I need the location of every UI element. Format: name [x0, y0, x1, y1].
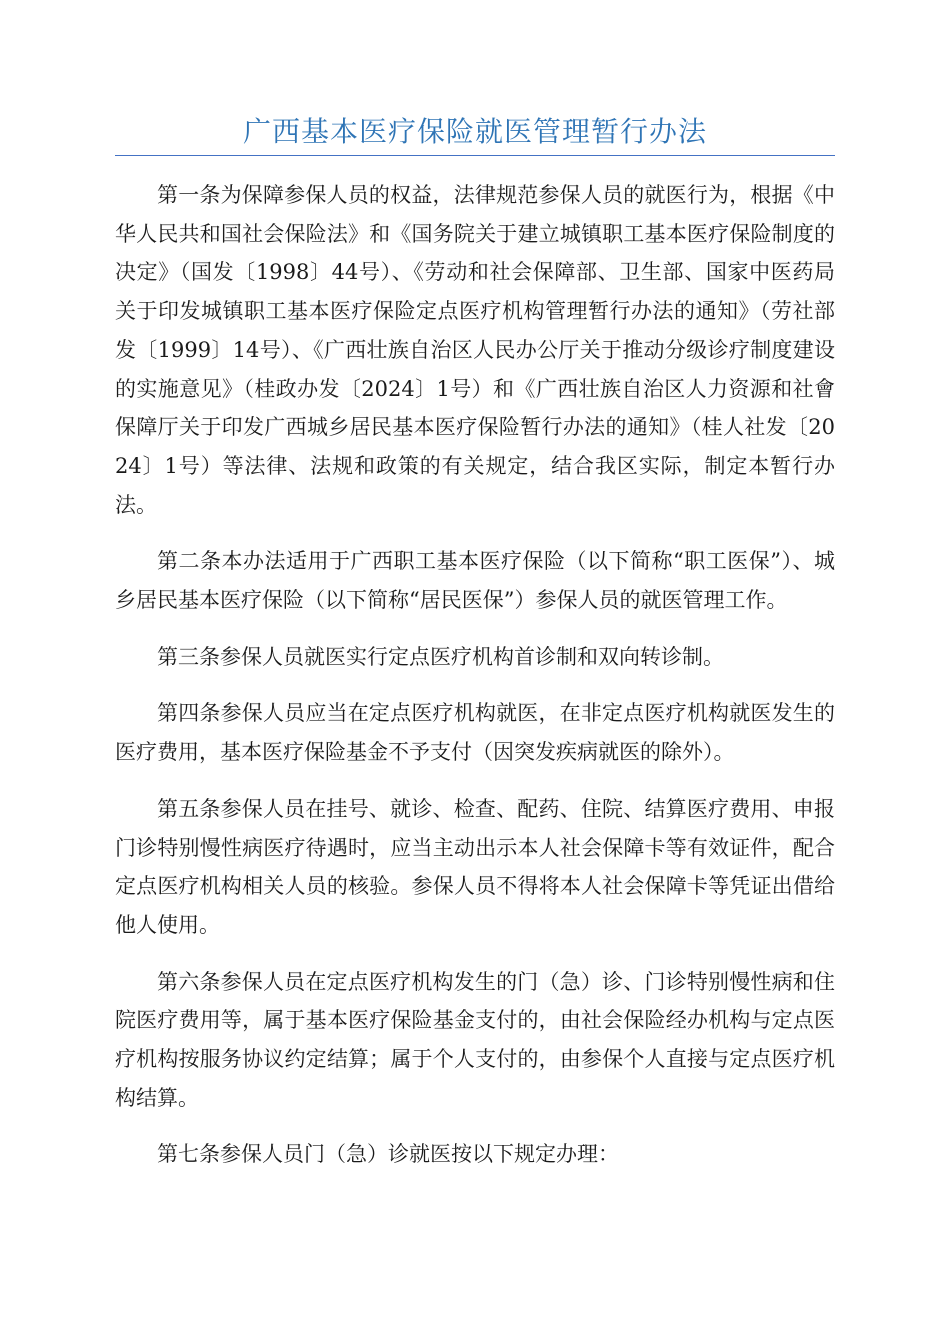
article-6-paragraph: 第六条参保人员在定点医疗机构发生的门（急）诊、门诊特别慢性病和住院医疗费用等，属于基本医疗保险基金支付的，由社会保险经办机构与定点医疗机构按服务协议约定结算；属于个人支付的，由参保个人直接与定点医疗机构结算。: [115, 969, 835, 1110]
title-underline: [115, 155, 835, 156]
article-1-paragraph: 第一条为保障参保人员的权益，法律规范参保人员的就医行为，根据《中华人民共和国社会保险法》和《国务院关于建立城镇职工基本医疗保险制度的决定》（国发〔1998〕44号）、《劳动和社会保障部、卫生部、国家中医药局关于印发城镇职工基本医疗保险定点医疗机构管理暂行办法的通知》（劳社部发〔1999〕14号）、《广西壮族自治区人民办公厅关于推动分级诊疗制度建设的实施意见》（桂政办发〔2024〕1号）和《广西壮族自治区人力资源和社會保障厅关于印发广西城乡居民基本医疗保险暂行办法的通知》（桂人社发〔2024〕1号）等法律、法规和政策的有关规定，结合我区实际，制定本暂行办法。: [115, 183, 835, 517]
article-5-paragraph: 第五条参保人员在挂号、就诊、检查、配药、住院、结算医疗费用、申报门诊特别慢性病医疗待遇时，应当主动出示本人社会保障卡等有效证件，配合定点医疗机构相关人员的核验。参保人员不得将本人社会保障卡等凭证出借给他人使用。: [115, 796, 835, 937]
document-title: 广西基本医疗保险就医管理暂行办法: [242, 115, 707, 148]
article-2-paragraph: 第二条本办法适用于广西职工基本医疗保险（以下简称“职工医保”）、城乡居民基本医疗保险（以下简称“居民医保”）参保人员的就医管理工作。: [115, 549, 835, 613]
article-4-paragraph: 第四条参保人员应当在定点医疗机构就医，在非定点医疗机构就医发生的医疗费用，基本医疗保险基金不予支付（因突发疾病就医的除外）。: [115, 701, 835, 765]
article-7-paragraph: 第七条参保人员门（急）诊就医按以下规定办理：: [157, 1142, 619, 1167]
document-body: [115, 176, 835, 1192]
article-3-paragraph: 第三条参保人员就医实行定点医疗机构首诊制和双向转诊制。: [157, 644, 724, 669]
